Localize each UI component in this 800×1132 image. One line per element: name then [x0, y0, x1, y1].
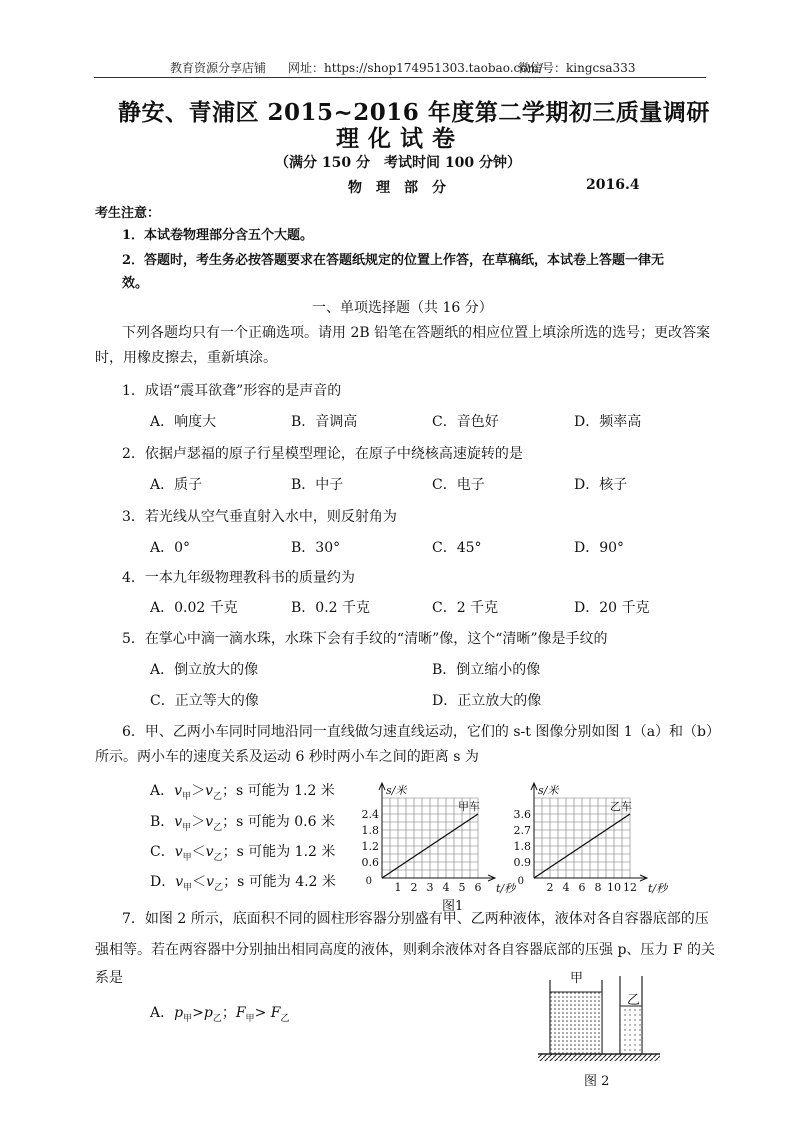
question-3-option-b[interactable]: B．30°	[291, 540, 341, 556]
ground-hatch	[538, 1054, 660, 1061]
question-6-option-c[interactable]: C．$v_甲<v_乙$；s 可能为 1.2 米	[150, 844, 336, 863]
exam-date: 2016.4	[586, 177, 640, 193]
question-7-stem-cont: 强相等。若在两容器中分别抽出相同高度的液体，则剩余液体对各自容器底部的压强 p、压力 F 的关	[95, 942, 716, 958]
figure-1-charts	[352, 765, 668, 895]
question-2-stem: 2．依据卢瑟福的原子行星模型理论，在原子中绕核高速旋转的是	[122, 446, 523, 462]
question-3-option-d[interactable]: D．90°	[574, 540, 625, 556]
question-1-option-b[interactable]: B．音调高	[291, 414, 358, 430]
x-tick-label: 6	[474, 881, 482, 894]
question-4-option-d[interactable]: D．20 千克	[574, 600, 650, 616]
question-6-stem: 6．甲、乙两小车同时同地沿同一直线做匀速直线运动，它们的 s-t 图像分别如图 1（a）和（b）	[122, 724, 721, 740]
question-2-option-a[interactable]: A．质子	[150, 477, 203, 493]
x-tick-label: 5	[458, 881, 466, 894]
question-4-option-b[interactable]: B．0.2 千克	[291, 600, 371, 616]
y-tick-label: 1.8	[361, 824, 379, 837]
x-tick-label: 4	[442, 881, 450, 894]
section-title: 物 理 部 分	[348, 180, 446, 196]
header-shop: 教育资源分享店铺	[170, 61, 267, 75]
question-2-option-c[interactable]: C．电子	[432, 477, 485, 493]
x-tick-label: 6	[578, 881, 586, 894]
question-1-option-c[interactable]: C．音色好	[432, 414, 499, 430]
question-1-option-d[interactable]: D．频率高	[574, 414, 642, 430]
question-1-stem: 1．成语“震耳欲聋”形容的是声音的	[122, 383, 342, 399]
title-line1: 静安、青浦区 2015~2016 年度第二学期初三质量调研	[118, 99, 710, 126]
origin-label: 0	[517, 876, 524, 887]
x-tick-label: 12	[623, 881, 637, 894]
origin-label: 0	[365, 876, 372, 887]
container-jia	[550, 980, 602, 1054]
question-4-stem: 4．一本九年级物理教科书的质量约为	[122, 570, 355, 586]
chart-a	[362, 783, 518, 895]
notice-item-2: 2．答题时，考生务必按答题要求在答题纸规定的位置上作答，在草稿纸，本试卷上答题一律无	[122, 253, 665, 268]
y-axis-label: s/米	[386, 784, 407, 797]
question-3-option-c[interactable]: C．45°	[432, 540, 482, 556]
question-5-option-c[interactable]: C．正立等大的像	[150, 693, 259, 709]
question-5-option-a[interactable]: A．倒立放大的像	[150, 662, 259, 678]
part1-instructions: 下列各题均只有一个正确选项。请用 2B 铅笔在答题纸的相应位置上填涂所选的选号；更改答案	[122, 325, 711, 341]
part1-heading: 一、单项选择题（共 16 分）	[312, 300, 493, 316]
notice-heading: 考生注意：	[95, 206, 161, 221]
question-1-option-a[interactable]: A．响度大	[150, 414, 217, 430]
y-tick-label: 1.8	[513, 840, 531, 853]
x-tick-label: 2	[410, 881, 418, 894]
question-2-option-d[interactable]: D．核子	[574, 477, 628, 493]
question-6-option-b[interactable]: B．$v_甲>v_乙$；s 可能为 0.6 米	[150, 814, 335, 833]
container-yi	[620, 976, 642, 1054]
y-tick-label: 3.6	[513, 808, 531, 821]
y-tick-label: 1.2	[361, 840, 379, 853]
question-5-stem: 5．在掌心中滴一滴水珠，水珠下会有手纹的“清晰”像，这个“清晰”像是手纹的	[122, 631, 608, 647]
question-6-option-a[interactable]: A．$v_甲>v_乙$；s 可能为 1.2 米	[150, 783, 335, 802]
x-axis-label: t/秒	[496, 882, 516, 895]
x-tick-label: 1	[394, 881, 402, 894]
part1-instructions-cont: 时，用橡皮擦去，重新填涂。	[95, 350, 277, 366]
question-3-stem: 3．若光线从空气垂直射入水中，则反射角为	[122, 509, 397, 525]
question-6-option-d[interactable]: D．$v_甲<v_乙$；s 可能为 4.2 米	[150, 874, 336, 893]
figure-2-label-jia: 甲	[570, 971, 584, 986]
x-tick-label: 3	[426, 881, 434, 894]
notice-item-2-cont: 效。	[122, 276, 149, 291]
y-tick-label: 0.9	[513, 856, 531, 869]
question-5-option-b[interactable]: B．倒立缩小的像	[432, 662, 541, 678]
series-label: 甲车	[458, 800, 480, 813]
chart-b	[514, 783, 670, 895]
x-tick-label: 4	[562, 881, 570, 894]
x-tick-label: 2	[546, 881, 554, 894]
header-wechat: 微信号：kingcsa333	[518, 61, 636, 75]
y-axis-label: s/米	[538, 784, 559, 797]
x-axis-label: t/秒	[648, 882, 668, 895]
header-url[interactable]: 网址：https://shop174951303.taobao.com/	[288, 61, 543, 75]
question-2-option-b[interactable]: B．中子	[291, 477, 344, 493]
x-tick-label: 8	[594, 881, 602, 894]
y-tick-label: 2.7	[513, 824, 531, 837]
question-3-option-a[interactable]: A．0°	[150, 540, 191, 556]
header-rule	[94, 77, 706, 78]
question-7-stem: 7．如图 2 所示，底面积不同的圆柱形容器分别盛有甲、乙两种液体，液体对各自容器底部的压	[122, 911, 709, 927]
x-tick-label: 10	[607, 881, 621, 894]
question-4-option-a[interactable]: A．0.02 千克	[150, 600, 238, 616]
question-7-stem-cont2: 系是	[95, 970, 123, 986]
question-4-option-c[interactable]: C．2 千克	[432, 600, 499, 616]
y-tick-label: 0.6	[361, 856, 379, 869]
figure-2-caption: 图 2	[584, 1074, 610, 1089]
series-label: 乙车	[610, 800, 632, 813]
question-6-stem-cont: 所示。两小车的速度关系及运动 6 秒时两小车之间的距离 s 为	[95, 749, 479, 765]
figure-2-label-yi: 乙	[627, 993, 641, 1008]
y-tick-label: 2.4	[361, 808, 379, 821]
question-7-option-a[interactable]: A．$p_甲>p_乙$；$F_甲> F_乙$	[150, 1005, 290, 1024]
figure-1-caption: 图1	[442, 899, 464, 914]
figure-2-containers	[538, 968, 668, 1063]
title-line2: 理 化 试 卷	[336, 125, 456, 152]
question-5-option-d[interactable]: D．正立放大的像	[432, 693, 542, 709]
title-sub: （满分 150 分 考试时间 100 分钟）	[275, 155, 521, 171]
notice-item-1: 1．本试卷物理部分含五个大题。	[122, 228, 314, 243]
